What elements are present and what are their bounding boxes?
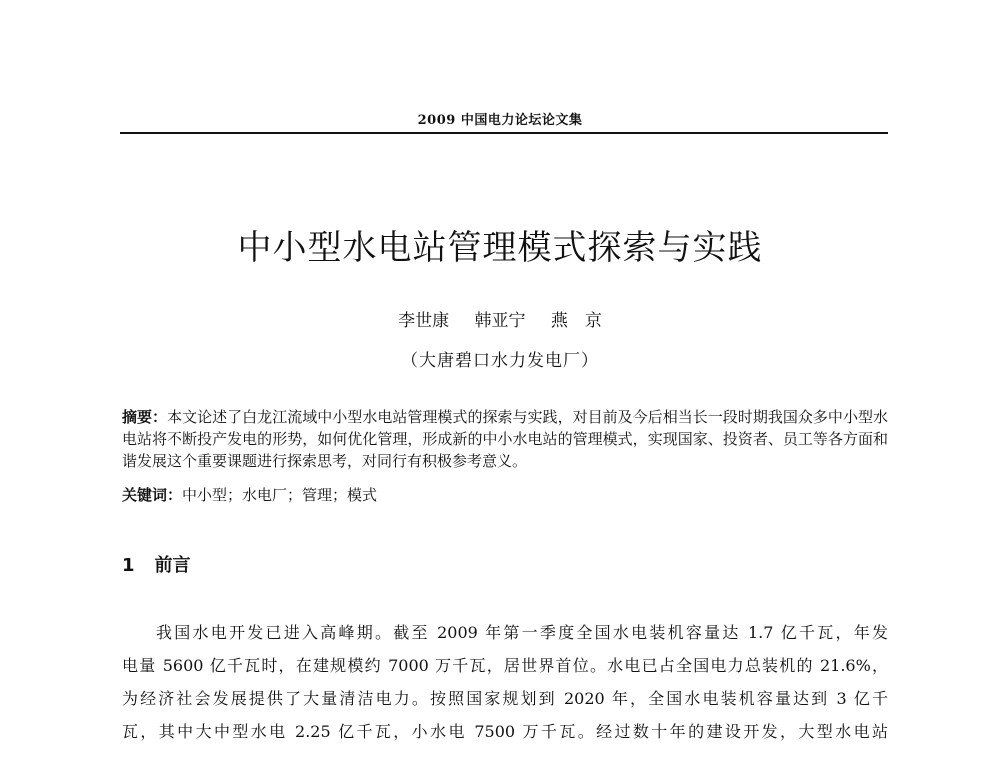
body-line: 为经济社会发展提供了大量清洁电力。按照国家规划到 2020 年，全国水电装机容量达到 3 亿千 bbox=[122, 689, 888, 708]
paper-title: 中小型水电站管理模式探索与实践 bbox=[237, 228, 763, 268]
author-list bbox=[0, 309, 1000, 333]
body-line: 电量 5600 亿千瓦时，在建规模约 7000 万千瓦，居世界首位。水电已占全国电力总装机的 21.6%， bbox=[122, 656, 888, 675]
body-line: 我国水电开发已进入高峰期。截至 2009 年第一季度全国水电装机容量达 1.7 亿千瓦，年发 bbox=[156, 623, 888, 642]
keywords-label: 关键词： bbox=[122, 486, 183, 504]
affiliation: （大唐碧口水力发电厂） bbox=[401, 351, 599, 371]
keywords-text: 中小型；水电厂；管理；模式 bbox=[182, 486, 378, 504]
section-heading bbox=[122, 553, 191, 579]
author-name: 燕 京 bbox=[550, 311, 602, 331]
header-rule bbox=[120, 132, 888, 134]
section-title: 前言 bbox=[154, 555, 191, 576]
abstract bbox=[122, 406, 888, 472]
body-paragraph bbox=[122, 616, 888, 748]
author-name: 韩亚宁 bbox=[474, 311, 526, 331]
abstract-label: 摘要： bbox=[122, 408, 168, 426]
section-number: 1 bbox=[122, 555, 135, 576]
abstract-text: 本文论述了白龙江流域中小型水电站管理模式的探索与实践，对目前及今后相当长一段时期我国众多中小型水电站将不断投产发电的形势，如何优化管理，形成新的中小水电站的管理模式，实现国家、投资者、员工等各方面和谐发展这个重要课题进行探索思考，对同行有积极参考意义。 bbox=[122, 408, 888, 470]
keywords bbox=[122, 484, 888, 506]
running-header: 2009 中国电力论坛论文集 bbox=[417, 113, 583, 128]
body-line: 瓦，其中大中型水电 2.25 亿千瓦，小水电 7500 万千瓦。经过数十年的建设开发，大型水电站 bbox=[122, 722, 888, 741]
author-name: 李世康 bbox=[398, 311, 450, 331]
